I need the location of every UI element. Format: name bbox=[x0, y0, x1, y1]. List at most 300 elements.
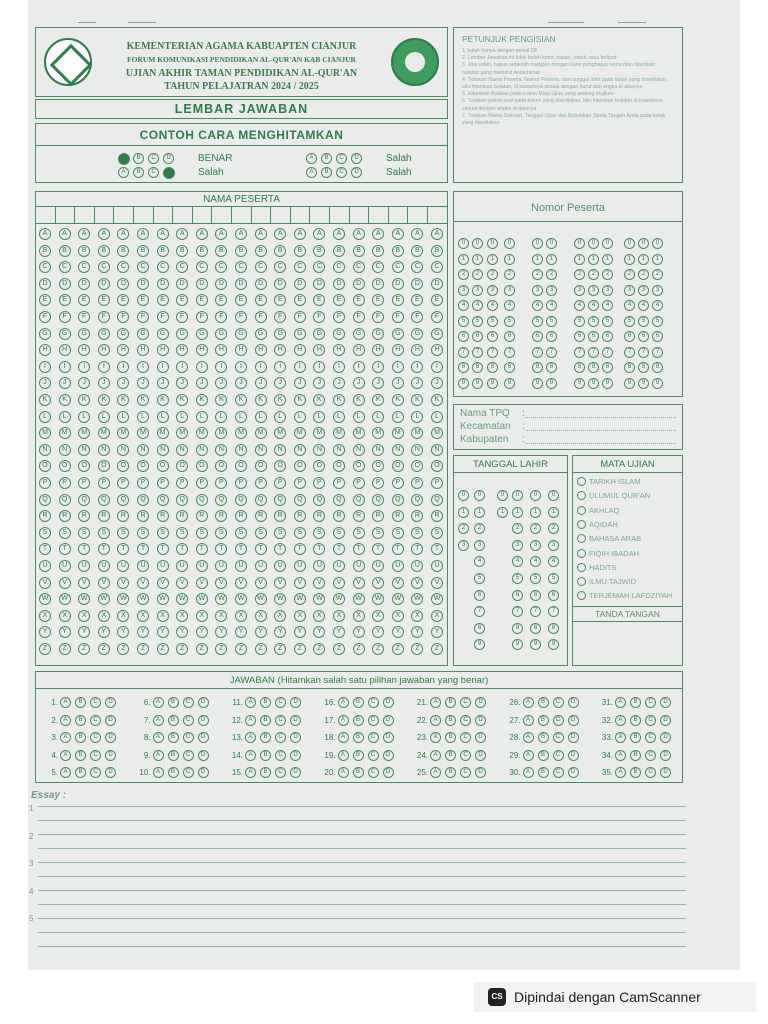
name-bubble[interactable]: C bbox=[137, 261, 149, 273]
name-bubble[interactable]: T bbox=[117, 543, 129, 555]
subject-option[interactable]: HADITS bbox=[577, 563, 617, 572]
name-bubble[interactable]: H bbox=[353, 344, 365, 356]
name-bubble[interactable]: D bbox=[78, 278, 90, 290]
name-bubble[interactable]: M bbox=[392, 427, 404, 439]
name-bubble[interactable]: H bbox=[372, 344, 384, 356]
name-bubble[interactable]: E bbox=[39, 294, 51, 306]
name-bubble[interactable]: O bbox=[98, 460, 110, 472]
name-bubble[interactable]: Z bbox=[372, 643, 384, 655]
name-bubble[interactable]: I bbox=[372, 361, 384, 373]
name-bubble[interactable]: E bbox=[215, 294, 227, 306]
name-bubble[interactable]: X bbox=[196, 610, 208, 622]
name-bubble[interactable]: I bbox=[215, 361, 227, 373]
answer-bubble[interactable]: C bbox=[368, 715, 379, 726]
answer-bubble[interactable]: D bbox=[290, 697, 301, 708]
name-bubble[interactable]: O bbox=[137, 460, 149, 472]
answer-bubble[interactable]: D bbox=[105, 697, 116, 708]
name-bubble[interactable]: W bbox=[353, 593, 365, 605]
name-bubble[interactable]: U bbox=[117, 560, 129, 572]
name-bubble[interactable]: V bbox=[157, 577, 169, 589]
name-bubble[interactable]: M bbox=[215, 427, 227, 439]
birth-date-bubble[interactable]: 5 bbox=[512, 573, 523, 584]
name-bubble[interactable]: Q bbox=[372, 494, 384, 506]
name-bubble[interactable]: B bbox=[372, 245, 384, 257]
name-bubble[interactable]: H bbox=[157, 344, 169, 356]
example-bubble[interactable]: B bbox=[321, 167, 332, 178]
number-bubble[interactable]: 8 bbox=[472, 362, 483, 373]
number-bubble[interactable]: 3 bbox=[546, 285, 557, 296]
name-bubble[interactable]: L bbox=[294, 411, 306, 423]
name-bubble[interactable]: R bbox=[98, 510, 110, 522]
name-bubble[interactable]: W bbox=[215, 593, 227, 605]
name-bubble[interactable]: W bbox=[117, 593, 129, 605]
name-bubble[interactable]: X bbox=[117, 610, 129, 622]
name-bubble[interactable]: N bbox=[353, 444, 365, 456]
name-bubble[interactable]: E bbox=[372, 294, 384, 306]
name-bubble[interactable]: Z bbox=[392, 643, 404, 655]
name-bubble[interactable]: J bbox=[98, 377, 110, 389]
name-letter-box[interactable] bbox=[36, 207, 56, 224]
answer-bubble[interactable]: B bbox=[260, 715, 271, 726]
name-bubble[interactable]: Q bbox=[353, 494, 365, 506]
name-bubble[interactable]: T bbox=[196, 543, 208, 555]
name-bubble[interactable]: Y bbox=[39, 626, 51, 638]
number-bubble[interactable]: 4 bbox=[652, 300, 663, 311]
radio-icon[interactable] bbox=[577, 549, 586, 558]
name-letter-box[interactable] bbox=[212, 207, 232, 224]
answer-bubble[interactable]: C bbox=[553, 750, 564, 761]
name-bubble[interactable]: Q bbox=[294, 494, 306, 506]
number-bubble[interactable]: 9 bbox=[546, 378, 557, 389]
name-bubble[interactable]: S bbox=[274, 527, 286, 539]
answer-bubble[interactable]: D bbox=[198, 750, 209, 761]
birth-date-bubble[interactable]: 2 bbox=[512, 523, 523, 534]
name-bubble[interactable]: C bbox=[39, 261, 51, 273]
birth-date-bubble[interactable]: 4 bbox=[530, 556, 541, 567]
birth-date-bubble[interactable]: 8 bbox=[530, 623, 541, 634]
name-bubble[interactable]: J bbox=[333, 377, 345, 389]
name-bubble[interactable]: Q bbox=[157, 494, 169, 506]
number-bubble[interactable]: 6 bbox=[574, 331, 585, 342]
name-bubble[interactable]: O bbox=[215, 460, 227, 472]
name-bubble[interactable]: G bbox=[313, 328, 325, 340]
number-bubble[interactable]: 0 bbox=[504, 238, 515, 249]
name-bubble[interactable]: S bbox=[333, 527, 345, 539]
name-bubble[interactable]: E bbox=[333, 294, 345, 306]
answer-bubble[interactable]: A bbox=[615, 732, 626, 743]
answer-bubble[interactable]: C bbox=[460, 715, 471, 726]
name-bubble[interactable]: E bbox=[392, 294, 404, 306]
name-bubble[interactable]: M bbox=[353, 427, 365, 439]
name-bubble[interactable]: G bbox=[196, 328, 208, 340]
answer-bubble[interactable]: D bbox=[198, 732, 209, 743]
birth-date-bubble[interactable]: 6 bbox=[512, 590, 523, 601]
radio-icon[interactable] bbox=[577, 591, 586, 600]
name-bubble[interactable]: V bbox=[294, 577, 306, 589]
name-bubble[interactable]: S bbox=[294, 527, 306, 539]
number-bubble[interactable]: 4 bbox=[487, 300, 498, 311]
name-bubble[interactable]: B bbox=[176, 245, 188, 257]
number-bubble[interactable]: 7 bbox=[546, 347, 557, 358]
number-bubble[interactable]: 3 bbox=[652, 285, 663, 296]
name-bubble[interactable]: P bbox=[117, 477, 129, 489]
name-letter-box[interactable] bbox=[154, 207, 174, 224]
name-bubble[interactable]: A bbox=[392, 228, 404, 240]
answer-bubble[interactable]: D bbox=[660, 732, 671, 743]
name-bubble[interactable]: I bbox=[59, 361, 71, 373]
name-bubble[interactable]: S bbox=[196, 527, 208, 539]
number-bubble[interactable]: 8 bbox=[574, 362, 585, 373]
name-bubble[interactable]: T bbox=[176, 543, 188, 555]
name-bubble[interactable]: K bbox=[353, 394, 365, 406]
name-letter-box[interactable] bbox=[291, 207, 311, 224]
number-bubble[interactable]: 3 bbox=[487, 285, 498, 296]
birth-date-bubble[interactable]: 8 bbox=[474, 623, 485, 634]
number-bubble[interactable]: 9 bbox=[472, 378, 483, 389]
name-bubble[interactable]: P bbox=[411, 477, 423, 489]
name-bubble[interactable]: K bbox=[294, 394, 306, 406]
name-bubble[interactable]: Y bbox=[117, 626, 129, 638]
name-bubble[interactable]: S bbox=[78, 527, 90, 539]
answer-bubble[interactable]: D bbox=[290, 732, 301, 743]
number-bubble[interactable]: 8 bbox=[602, 362, 613, 373]
number-bubble[interactable]: 0 bbox=[638, 238, 649, 249]
name-letter-box[interactable] bbox=[56, 207, 76, 224]
name-bubble[interactable]: U bbox=[137, 560, 149, 572]
number-bubble[interactable]: 6 bbox=[546, 331, 557, 342]
number-bubble[interactable]: 5 bbox=[487, 316, 498, 327]
birth-date-bubble[interactable]: 8 bbox=[548, 623, 559, 634]
name-bubble[interactable]: X bbox=[98, 610, 110, 622]
name-bubble[interactable]: S bbox=[98, 527, 110, 539]
name-bubble[interactable]: N bbox=[392, 444, 404, 456]
name-bubble[interactable]: M bbox=[176, 427, 188, 439]
name-bubble[interactable]: O bbox=[59, 460, 71, 472]
name-bubble[interactable]: Y bbox=[235, 626, 247, 638]
name-bubble[interactable]: P bbox=[215, 477, 227, 489]
name-bubble[interactable]: X bbox=[372, 610, 384, 622]
name-bubble[interactable]: A bbox=[196, 228, 208, 240]
name-bubble[interactable]: Y bbox=[157, 626, 169, 638]
birth-date-bubble[interactable]: 0 bbox=[548, 490, 559, 501]
name-bubble[interactable]: N bbox=[78, 444, 90, 456]
answer-bubble[interactable]: A bbox=[245, 715, 256, 726]
name-bubble[interactable]: W bbox=[294, 593, 306, 605]
answer-bubble[interactable]: A bbox=[153, 715, 164, 726]
name-bubble[interactable]: A bbox=[157, 228, 169, 240]
name-bubble[interactable]: I bbox=[98, 361, 110, 373]
name-bubble[interactable]: T bbox=[59, 543, 71, 555]
number-bubble[interactable]: 1 bbox=[532, 254, 543, 265]
name-bubble[interactable]: F bbox=[78, 311, 90, 323]
answer-bubble[interactable]: C bbox=[553, 697, 564, 708]
name-bubble[interactable]: Y bbox=[392, 626, 404, 638]
name-bubble[interactable]: N bbox=[117, 444, 129, 456]
name-bubble[interactable]: Y bbox=[98, 626, 110, 638]
number-bubble[interactable]: 3 bbox=[574, 285, 585, 296]
name-bubble[interactable]: H bbox=[255, 344, 267, 356]
name-bubble[interactable]: H bbox=[274, 344, 286, 356]
name-bubble[interactable]: J bbox=[431, 377, 443, 389]
name-bubble[interactable]: E bbox=[196, 294, 208, 306]
essay-line[interactable] bbox=[38, 848, 686, 849]
name-bubble[interactable]: S bbox=[215, 527, 227, 539]
name-bubble[interactable]: V bbox=[235, 577, 247, 589]
number-bubble[interactable]: 0 bbox=[574, 238, 585, 249]
example-bubble[interactable]: A bbox=[306, 167, 317, 178]
name-bubble[interactable]: Z bbox=[235, 643, 247, 655]
number-bubble[interactable]: 7 bbox=[602, 347, 613, 358]
answer-bubble[interactable]: B bbox=[630, 767, 641, 778]
name-bubble[interactable]: A bbox=[59, 228, 71, 240]
name-bubble[interactable]: B bbox=[294, 245, 306, 257]
name-bubble[interactable]: Q bbox=[59, 494, 71, 506]
name-bubble[interactable]: Z bbox=[78, 643, 90, 655]
name-bubble[interactable]: U bbox=[353, 560, 365, 572]
name-bubble[interactable]: B bbox=[431, 245, 443, 257]
name-bubble[interactable]: T bbox=[215, 543, 227, 555]
name-bubble[interactable]: I bbox=[196, 361, 208, 373]
name-bubble[interactable]: O bbox=[157, 460, 169, 472]
name-bubble[interactable]: U bbox=[78, 560, 90, 572]
name-letter-box[interactable] bbox=[95, 207, 115, 224]
name-bubble[interactable]: B bbox=[333, 245, 345, 257]
example-bubble[interactable]: A bbox=[118, 153, 130, 165]
number-bubble[interactable]: 2 bbox=[532, 269, 543, 280]
answer-bubble[interactable]: A bbox=[615, 715, 626, 726]
essay-line[interactable] bbox=[38, 918, 686, 919]
name-bubble[interactable]: P bbox=[431, 477, 443, 489]
number-bubble[interactable]: 3 bbox=[602, 285, 613, 296]
name-bubble[interactable]: W bbox=[431, 593, 443, 605]
answer-bubble[interactable]: A bbox=[338, 732, 349, 743]
name-bubble[interactable]: E bbox=[431, 294, 443, 306]
name-bubble[interactable]: B bbox=[59, 245, 71, 257]
answer-bubble[interactable]: C bbox=[645, 767, 656, 778]
answer-bubble[interactable]: B bbox=[260, 750, 271, 761]
name-bubble[interactable]: I bbox=[39, 361, 51, 373]
name-bubble[interactable]: D bbox=[117, 278, 129, 290]
name-bubble[interactable]: X bbox=[313, 610, 325, 622]
name-bubble[interactable]: Y bbox=[196, 626, 208, 638]
name-bubble[interactable]: M bbox=[98, 427, 110, 439]
name-bubble[interactable]: G bbox=[255, 328, 267, 340]
name-bubble[interactable]: R bbox=[392, 510, 404, 522]
number-bubble[interactable]: 7 bbox=[574, 347, 585, 358]
birth-date-bubble[interactable]: 1 bbox=[458, 507, 469, 518]
number-bubble[interactable]: 9 bbox=[574, 378, 585, 389]
number-bubble[interactable]: 5 bbox=[652, 316, 663, 327]
name-bubble[interactable]: U bbox=[313, 560, 325, 572]
answer-bubble[interactable]: A bbox=[523, 715, 534, 726]
name-bubble[interactable]: H bbox=[333, 344, 345, 356]
name-bubble[interactable]: N bbox=[372, 444, 384, 456]
name-bubble[interactable]: K bbox=[255, 394, 267, 406]
birth-date-bubble[interactable]: 7 bbox=[548, 606, 559, 617]
name-bubble[interactable]: J bbox=[176, 377, 188, 389]
name-bubble[interactable]: O bbox=[255, 460, 267, 472]
answer-bubble[interactable]: A bbox=[430, 715, 441, 726]
answer-bubble[interactable]: B bbox=[260, 767, 271, 778]
number-bubble[interactable]: 3 bbox=[532, 285, 543, 296]
name-letter-box[interactable] bbox=[193, 207, 213, 224]
birth-date-bubble[interactable]: 2 bbox=[458, 523, 469, 534]
name-bubble[interactable]: W bbox=[196, 593, 208, 605]
name-bubble[interactable]: W bbox=[411, 593, 423, 605]
name-bubble[interactable]: P bbox=[196, 477, 208, 489]
name-bubble[interactable]: F bbox=[176, 311, 188, 323]
number-bubble[interactable]: 9 bbox=[588, 378, 599, 389]
name-bubble[interactable]: Y bbox=[353, 626, 365, 638]
name-bubble[interactable]: O bbox=[333, 460, 345, 472]
kabupaten-field[interactable] bbox=[525, 434, 676, 444]
name-bubble[interactable]: Q bbox=[39, 494, 51, 506]
answer-bubble[interactable]: D bbox=[568, 750, 579, 761]
name-bubble[interactable]: G bbox=[137, 328, 149, 340]
answer-bubble[interactable]: C bbox=[645, 732, 656, 743]
name-bubble[interactable]: Y bbox=[294, 626, 306, 638]
name-bubble[interactable]: E bbox=[294, 294, 306, 306]
birth-date-bubble[interactable]: 7 bbox=[512, 606, 523, 617]
answer-bubble[interactable]: D bbox=[475, 767, 486, 778]
radio-icon[interactable] bbox=[577, 491, 586, 500]
name-bubble[interactable]: Z bbox=[353, 643, 365, 655]
example-bubble[interactable]: D bbox=[163, 167, 175, 179]
name-letter-box[interactable] bbox=[350, 207, 370, 224]
example-bubble[interactable]: C bbox=[336, 153, 347, 164]
essay-line[interactable] bbox=[38, 932, 686, 933]
number-bubble[interactable]: 4 bbox=[602, 300, 613, 311]
name-bubble[interactable]: T bbox=[98, 543, 110, 555]
number-bubble[interactable]: 4 bbox=[574, 300, 585, 311]
answer-bubble[interactable]: B bbox=[538, 697, 549, 708]
name-bubble[interactable]: X bbox=[333, 610, 345, 622]
answer-bubble[interactable]: D bbox=[475, 750, 486, 761]
answer-bubble[interactable]: C bbox=[90, 732, 101, 743]
answer-bubble[interactable]: C bbox=[183, 750, 194, 761]
name-bubble[interactable]: V bbox=[255, 577, 267, 589]
name-bubble[interactable]: Q bbox=[235, 494, 247, 506]
name-bubble[interactable]: A bbox=[333, 228, 345, 240]
essay-line[interactable] bbox=[38, 834, 686, 835]
name-bubble[interactable]: F bbox=[196, 311, 208, 323]
answer-bubble[interactable]: A bbox=[523, 767, 534, 778]
name-bubble[interactable]: A bbox=[255, 228, 267, 240]
name-bubble[interactable]: H bbox=[98, 344, 110, 356]
name-bubble[interactable]: E bbox=[157, 294, 169, 306]
birth-date-bubble[interactable]: 0 bbox=[530, 490, 541, 501]
name-bubble[interactable]: P bbox=[274, 477, 286, 489]
name-bubble[interactable]: G bbox=[98, 328, 110, 340]
name-bubble[interactable]: R bbox=[137, 510, 149, 522]
name-bubble[interactable]: F bbox=[392, 311, 404, 323]
name-bubble[interactable]: F bbox=[39, 311, 51, 323]
name-bubble[interactable]: Q bbox=[98, 494, 110, 506]
name-bubble[interactable]: H bbox=[137, 344, 149, 356]
name-bubble[interactable]: B bbox=[157, 245, 169, 257]
name-bubble[interactable]: A bbox=[98, 228, 110, 240]
name-bubble[interactable]: P bbox=[353, 477, 365, 489]
name-bubble[interactable]: J bbox=[196, 377, 208, 389]
birth-date-bubble[interactable]: 5 bbox=[548, 573, 559, 584]
number-bubble[interactable]: 6 bbox=[624, 331, 635, 342]
name-letter-box[interactable] bbox=[134, 207, 154, 224]
name-bubble[interactable]: P bbox=[59, 477, 71, 489]
name-bubble[interactable]: J bbox=[372, 377, 384, 389]
answer-bubble[interactable]: B bbox=[75, 715, 86, 726]
name-bubble[interactable]: B bbox=[353, 245, 365, 257]
name-bubble[interactable]: P bbox=[372, 477, 384, 489]
name-bubble[interactable]: W bbox=[313, 593, 325, 605]
subject-option[interactable]: AQIDAH bbox=[577, 520, 618, 529]
name-bubble[interactable]: G bbox=[294, 328, 306, 340]
name-bubble[interactable]: G bbox=[274, 328, 286, 340]
name-bubble[interactable]: F bbox=[431, 311, 443, 323]
answer-bubble[interactable]: D bbox=[660, 750, 671, 761]
name-bubble[interactable]: M bbox=[196, 427, 208, 439]
example-bubble[interactable]: A bbox=[118, 167, 129, 178]
number-bubble[interactable]: 4 bbox=[504, 300, 515, 311]
name-bubble[interactable]: O bbox=[39, 460, 51, 472]
answer-bubble[interactable]: D bbox=[198, 767, 209, 778]
name-bubble[interactable]: M bbox=[39, 427, 51, 439]
name-bubble[interactable]: G bbox=[176, 328, 188, 340]
number-bubble[interactable]: 3 bbox=[504, 285, 515, 296]
name-bubble[interactable]: N bbox=[431, 444, 443, 456]
name-bubble[interactable]: C bbox=[372, 261, 384, 273]
name-letter-box[interactable] bbox=[173, 207, 193, 224]
name-bubble[interactable]: H bbox=[117, 344, 129, 356]
birth-date-bubble[interactable]: 4 bbox=[512, 556, 523, 567]
name-bubble[interactable]: C bbox=[255, 261, 267, 273]
name-bubble[interactable]: H bbox=[392, 344, 404, 356]
name-bubble[interactable]: E bbox=[274, 294, 286, 306]
answer-bubble[interactable]: C bbox=[275, 715, 286, 726]
name-bubble[interactable]: W bbox=[255, 593, 267, 605]
example-bubble[interactable]: A bbox=[306, 153, 317, 164]
name-bubble[interactable]: K bbox=[235, 394, 247, 406]
number-bubble[interactable]: 4 bbox=[532, 300, 543, 311]
name-bubble[interactable]: I bbox=[313, 361, 325, 373]
answer-bubble[interactable]: A bbox=[338, 767, 349, 778]
number-bubble[interactable]: 8 bbox=[624, 362, 635, 373]
name-bubble[interactable]: R bbox=[157, 510, 169, 522]
name-bubble[interactable]: I bbox=[353, 361, 365, 373]
name-bubble[interactable]: Z bbox=[137, 643, 149, 655]
name-bubble[interactable]: H bbox=[215, 344, 227, 356]
name-bubble[interactable]: K bbox=[392, 394, 404, 406]
answer-bubble[interactable]: B bbox=[260, 697, 271, 708]
number-bubble[interactable]: 9 bbox=[487, 378, 498, 389]
name-bubble[interactable]: F bbox=[117, 311, 129, 323]
name-bubble[interactable]: E bbox=[235, 294, 247, 306]
name-bubble[interactable]: Z bbox=[215, 643, 227, 655]
name-bubble[interactable]: Y bbox=[59, 626, 71, 638]
answer-bubble[interactable]: D bbox=[105, 767, 116, 778]
name-bubble[interactable]: S bbox=[372, 527, 384, 539]
answer-bubble[interactable]: C bbox=[183, 697, 194, 708]
number-bubble[interactable]: 6 bbox=[504, 331, 515, 342]
name-bubble[interactable]: T bbox=[255, 543, 267, 555]
name-bubble[interactable]: Y bbox=[255, 626, 267, 638]
number-bubble[interactable]: 7 bbox=[532, 347, 543, 358]
example-bubble[interactable]: B bbox=[133, 153, 144, 164]
name-bubble[interactable]: L bbox=[157, 411, 169, 423]
name-bubble[interactable]: R bbox=[294, 510, 306, 522]
name-bubble[interactable]: X bbox=[215, 610, 227, 622]
example-bubble[interactable]: D bbox=[351, 153, 362, 164]
name-bubble[interactable]: S bbox=[411, 527, 423, 539]
